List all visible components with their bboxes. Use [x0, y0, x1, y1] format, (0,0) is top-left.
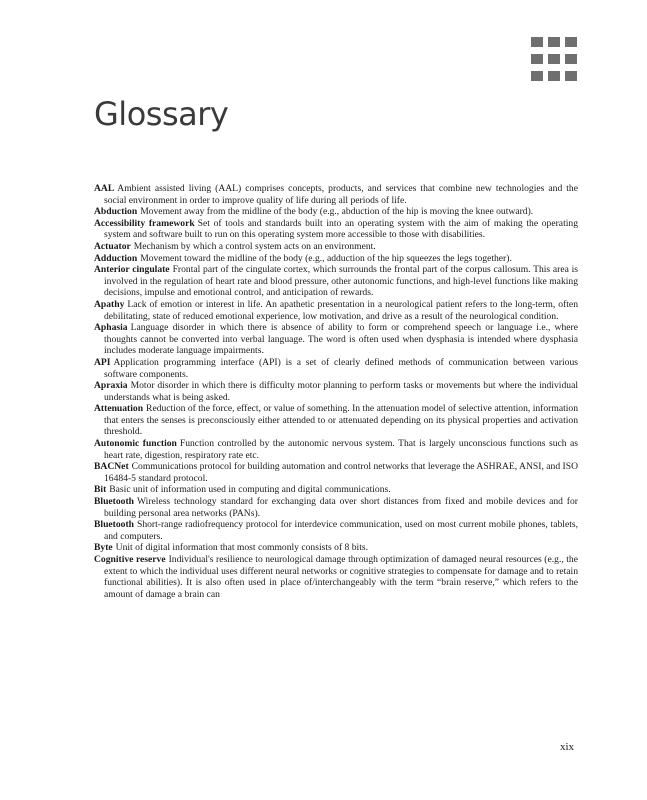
chapter-grid-logo-icon	[531, 37, 577, 83]
glossary-entry	[94, 542, 578, 554]
page-title: Glossary	[94, 95, 229, 133]
glossary-definition: Unit of digital information that most commonly consists of 8 bits.	[115, 542, 369, 554]
glossary-entry	[94, 322, 578, 357]
glossary-definition: Movement toward the midline of the body (e.g., adduction of the hip squeezes the legs together).	[140, 252, 512, 264]
glossary-entry	[94, 554, 578, 600]
glossary-term: Apraxia	[94, 380, 128, 392]
glossary-term: Accessibility framework	[94, 217, 195, 229]
glossary-definition: Basic unit of information used in computing and digital communications.	[109, 484, 391, 496]
glossary-entry	[94, 438, 578, 461]
glossary-definition: Movement away from the midline of the body (e.g., abduction of the hip is moving the knee outward).	[140, 206, 534, 218]
glossary-term: Cognitive reserve	[94, 554, 166, 565]
glossary-term: BACNet	[94, 461, 129, 473]
glossary-definition: Short-range radiofrequency protocol for interdevice communication, used on most current mobile phones, tablets, and computers.	[104, 519, 578, 542]
glossary-term: Adduction	[94, 252, 138, 264]
glossary-definition: Mechanism by which a control system acts on an environment.	[133, 240, 376, 252]
glossary-definition: Function controlled by the autonomic nervous system. That is largely unconscious functions such as heart rate, digestion, respiratory rate etc.	[104, 438, 578, 461]
glossary-entry	[94, 484, 578, 496]
glossary-entry	[94, 357, 578, 380]
glossary-entry	[94, 403, 578, 438]
glossary-term: Autonomic function	[94, 438, 177, 450]
glossary-definition: Reduction of the force, effect, or value of something. In the attenuation model of selective attention, information that enters the senses is preconsciously either attended to or attenuated depending on its physical properties and activation threshold.	[104, 403, 578, 438]
glossary-term: Actuator	[94, 240, 131, 252]
page-number: xix	[560, 741, 575, 753]
glossary-entry	[94, 264, 578, 299]
glossary-term: Apathy	[94, 298, 125, 310]
glossary-definition: Language disorder in which there is absence of ability to form or comprehend speech or language i.e., where thoughts cannot be converted into verbal language. The word is often used when dysphasia is intended where dysphasia includes moderate language impairments.	[104, 322, 578, 357]
glossary-term: Byte	[94, 542, 113, 554]
glossary-definition: Communications protocol for building automation and control networks that leverage the ASHRAE, ANSI, and ISO 16484-5 standard protocol.	[104, 461, 578, 484]
glossary-term: AAL	[94, 183, 115, 194]
glossary-definition: Lack of emotion or interest in life. An apathetic presentation in a neurological patient refers to the long-term, often debilitating, state of reduced emotional experience, low motivation, and drive as a result of the neurological condition.	[104, 298, 578, 322]
glossary-entry	[94, 519, 578, 542]
glossary-term: Bit	[94, 484, 107, 496]
glossary-entry	[94, 241, 578, 253]
glossary-definition: Ambient assisted living (AAL) comprises concepts, products, and services that combine new technologies and the social environment in order to improve quality of life during all periods of life.	[104, 183, 578, 206]
glossary-entry	[94, 299, 578, 322]
glossary-entry	[94, 218, 578, 241]
glossary-term: Attenuation	[94, 403, 144, 415]
glossary-definition: Frontal part of the cingulate cortex, which surrounds the frontal part of the corpus callosum. This area is involved in the regulation of heart rate and blood pressure, other autonomic functions, and high-level functions like making decisions, impulse and emotional control, and anticipation of rewards.	[104, 264, 579, 299]
glossary-term: Bluetooth	[94, 496, 134, 508]
glossary-entry	[94, 380, 578, 403]
glossary-definition: Motor disorder in which there is difficulty motor planning to perform tasks or movements but where the individual understands what is being asked.	[104, 380, 578, 403]
glossary-entries	[94, 183, 578, 600]
glossary-entry	[94, 183, 578, 206]
glossary-definition: Set of tools and standards built into an operating system with the aim of making the operating system and software built to run on this operating system more accessible to those with disabilities.	[104, 217, 578, 241]
glossary-entry	[94, 253, 578, 265]
glossary-term: Anterior cingulate	[94, 264, 170, 276]
glossary-entry	[94, 206, 578, 218]
glossary-term: API	[94, 356, 111, 368]
glossary-term: Abduction	[94, 206, 138, 218]
glossary-entry	[94, 496, 578, 519]
glossary-term: Aphasia	[94, 322, 128, 334]
glossary-definition: Individual's resilience to neurological damage through optimization of damaged neural resources (e.g., the extent to which the individual uses different neural networks or cognitive strategies to compensate for damage and to retain functional abilities). It is also often used in place of/interchangeably with the term “brain reserve,” which refers to the amount of damage a brain can	[104, 554, 578, 600]
glossary-term: Bluetooth	[94, 519, 134, 531]
glossary-definition: Wireless technology standard for exchanging data over short distances from fixed and mobile devices and for building personal area networks (PANs).	[104, 496, 578, 519]
glossary-definition: Application programming interface (API) is a set of clearly defined methods of communication between various software components.	[104, 356, 578, 380]
glossary-entry	[94, 461, 578, 484]
